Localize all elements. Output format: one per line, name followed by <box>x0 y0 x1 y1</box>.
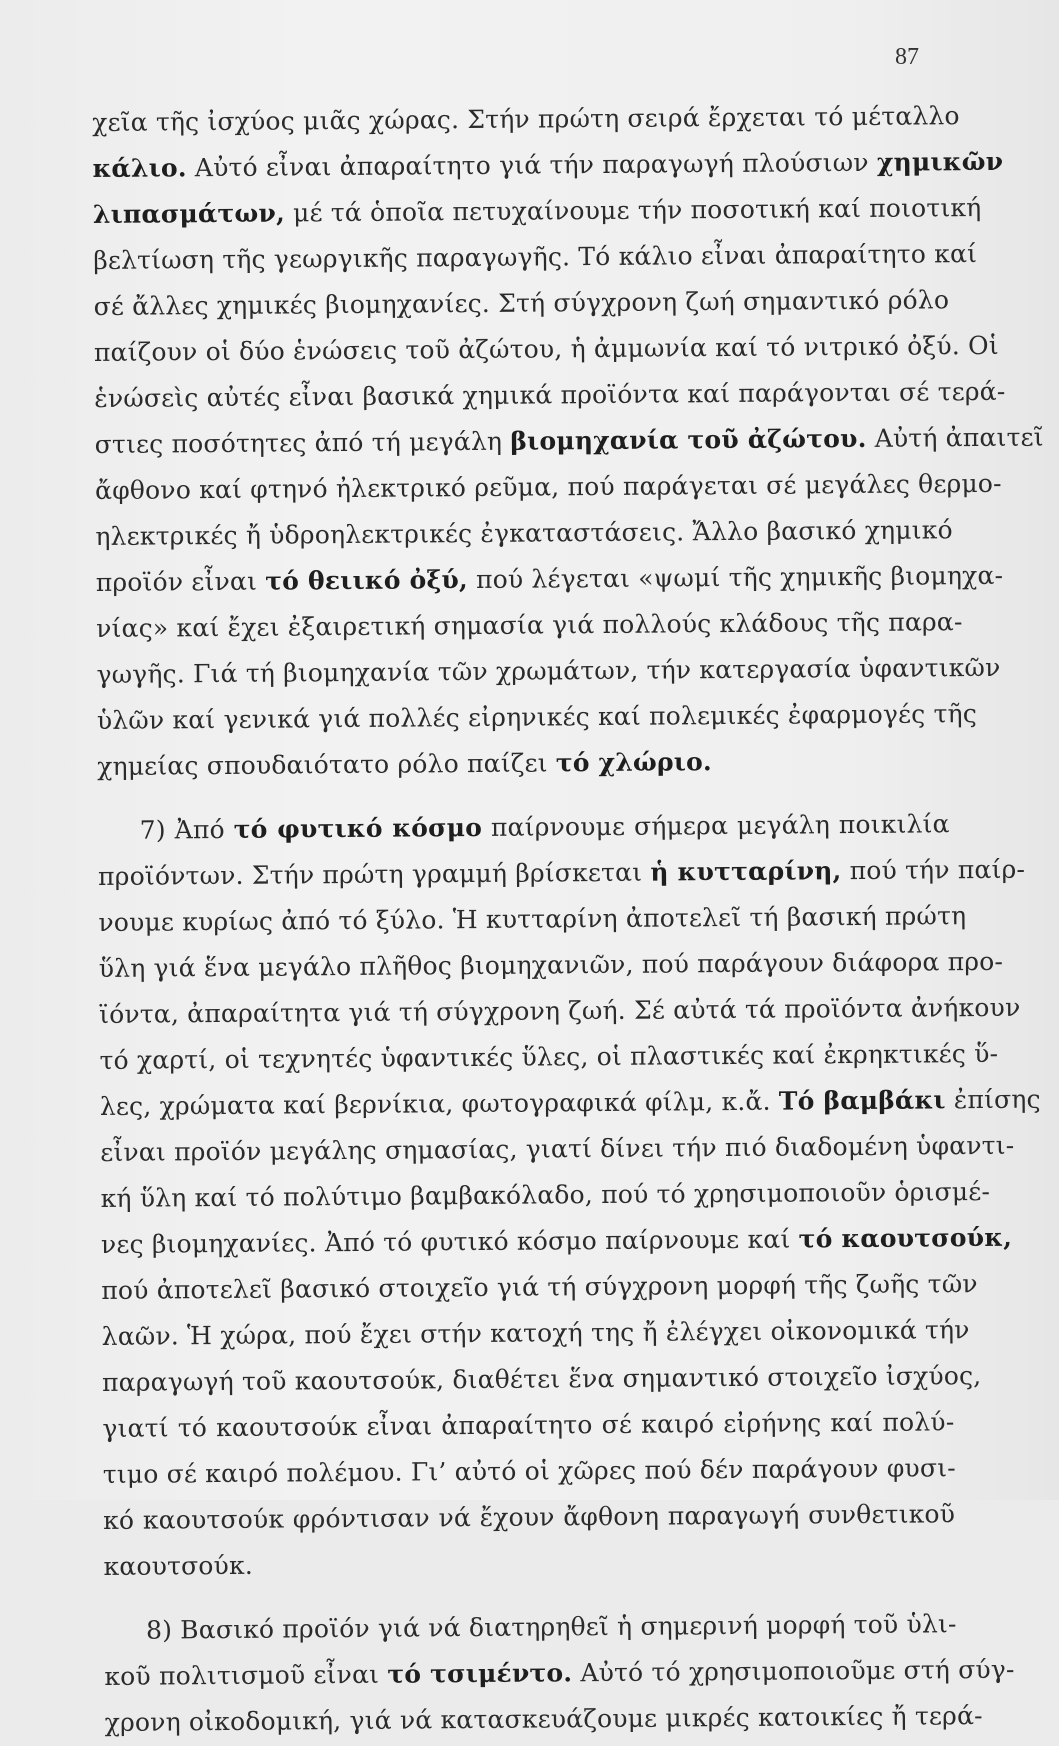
text-run: 8) Βασικό προϊόν γιά νά διατηρηθεῖ ἡ σημερινή μορφή τοῦ ὑλι- <box>145 1609 957 1645</box>
text-line <box>98 939 1004 992</box>
text-run: τό χαρτί, οἱ τεχνητές ὑφαντικές ὕλες, οἱ πλαστικές καί ἐκρηκτικές ὕ- <box>99 1038 999 1075</box>
text-run: εἶναι προϊόν μεγάλης σημασίας, γιατί δίνει τήν πιό διαδομένη ὑφαντι- <box>100 1130 1015 1167</box>
text-line <box>104 1647 1015 1700</box>
text-run: κοῦ πολιτισμοῦ εἶναι <box>104 1659 388 1691</box>
text-run: παίρνουμε σήμερα μεγάλη ποικιλία <box>481 809 950 842</box>
bold-term: ἡ κυτταρίνη, <box>650 856 842 887</box>
text-run: 7) Ἀπό <box>139 814 234 845</box>
text-run: Αὐτό τό χρησιμοποιοῦμε στή σύγ- <box>572 1654 1015 1688</box>
text-run: παραγωγή τοῦ καουτσούκ, διαθέτει ἕνα σημαντικό στοιχεῖο ἰσχύος, <box>101 1361 982 1397</box>
text-line <box>100 1123 1015 1176</box>
text-run: τιμο σέ καιρό πολέμου. Γι’ αὐτό οἱ χῶρες πού δέν παράγουν φυσι- <box>102 1453 956 1489</box>
text-run: νουμε κυρίως ἀπό τό ξύλο. Ἡ κυτταρίνη ἀποτελεῖ τή βασική πρώτη <box>98 901 967 937</box>
text-run: κή ὕλη καί τό πολύτιμο βαμβακόλαδο, πού τό χρησιμοποιοῦν ὁρισμέ- <box>100 1176 991 1213</box>
text-line <box>96 599 963 652</box>
bold-term: τό χλώριο. <box>555 747 713 778</box>
text-run: ηλεκτρικές ἤ ὑδροηλεκτρικές ἐγκαταστάσεις. Ἄλλο βασικό χημικό <box>95 515 953 551</box>
bold-term: λιπασμάτων, <box>92 198 286 229</box>
bold-term: τό καουτσούκ, <box>798 1222 1013 1254</box>
bold-term: τό θειικό ὀξύ, <box>265 565 468 596</box>
text-line <box>95 553 1004 606</box>
text-line <box>94 461 1002 514</box>
bold-term: τό φυτικό κόσμο <box>233 812 483 844</box>
body-text <box>92 93 1044 1746</box>
text-line <box>100 1215 1013 1268</box>
paragraph <box>97 801 1041 1590</box>
text-run: ὕλη γιά ἕνα μεγάλο πλῆθος βιομηχανιῶν, πού παράγουν διάφορα προ- <box>98 946 1004 983</box>
bold-term: τό τσιμέντο. <box>387 1658 573 1689</box>
text-line <box>101 1307 970 1360</box>
paragraph <box>104 1601 1015 1746</box>
text-line <box>95 507 953 560</box>
text-run: γιατί τό καουτσούκ εἶναι ἀπαραίτητο σέ καιρό εἰρήνης καί πολύ- <box>102 1407 955 1443</box>
text-run: προϊόντων. Στήν πρώτη γραμμή βρίσκεται <box>97 857 651 891</box>
text-run: καουτσούκ. <box>103 1550 254 1581</box>
text-line <box>99 1077 1041 1130</box>
text-run: ὑλῶν καί γενικά γιά πολλές εἰρηνικές καί πολεμικές ἐφαρμογές τῆς <box>96 699 978 735</box>
text-run: στιες ποσότητες ἀπό τή μεγάλη <box>94 426 511 459</box>
text-line <box>93 277 950 330</box>
text-line <box>92 185 982 238</box>
text-line <box>98 801 950 854</box>
text-run: Αὐτή ἀπαιτεῖ <box>866 422 1044 453</box>
text-line <box>104 1601 956 1654</box>
text-run: πού τήν παίρ- <box>841 854 1026 886</box>
text-line <box>98 893 967 946</box>
text-run: ϊόντα, ἀπαραίτητα γιά τή σύγχρονη ζωή. Σέ αὐτά τά προϊόντα ἀνήκουν <box>99 992 1021 1029</box>
text-run: πού ἀποτελεῖ βασικό στοιχεῖο γιά τή σύγχρονη μορφή τῆς ζωῆς τῶν <box>101 1269 978 1305</box>
text-run: χρονη οἰκοδομική, γιά νά κατασκευάζουμε μικρές κατοικίες ἤ τερά- <box>104 1701 983 1737</box>
bold-term: χημικῶν <box>876 146 1004 177</box>
text-line <box>101 1353 982 1406</box>
text-run: νες βιομηχανίες. Ἀπό τό φυτικό κόσμο παίρνουμε καί <box>100 1224 799 1259</box>
text-line <box>103 1445 955 1498</box>
text-run: λες, χρώματα καί βερνίκια, φωτογραφικά φίλμ, κ.ἄ. <box>99 1086 779 1121</box>
text-run: πού λέγεται «ψωμί τῆς χημικῆς βιομηχα- <box>467 560 1004 595</box>
text-run: βελτίωση τῆς γεωργικῆς παραγωγῆς. Τό κάλιο εἶναι ἀπαραίτητο καί <box>93 239 978 275</box>
text-line <box>99 985 1021 1038</box>
text-line <box>93 231 978 284</box>
text-line <box>103 1491 955 1544</box>
text-line <box>97 737 949 790</box>
text-run: χεῖα τῆς ἰσχύος μιᾶς χώρας. Στήν πρώτη σειρά ἔρχεται τό μέταλλο <box>92 101 960 137</box>
text-run: ἑνώσεὶς αὐτές εἶναι βασικά χημικά προϊόντα καί παράγονται σέ τερά- <box>94 376 1006 413</box>
text-run: παίζουν οἱ δύο ἑνώσεις τοῦ ἀζώτου, ἡ ἀμμωνία καί τό νιτρικό ὀξύ. Οἱ <box>93 330 999 367</box>
text-line <box>94 415 1044 468</box>
text-run: προϊόν εἶναι <box>95 566 266 597</box>
text-run: σέ ἄλλες χημικές βιομηχανίες. Στή σύγχρονη ζωή σημαντικό ρόλο <box>93 285 950 321</box>
text-line <box>94 369 1006 422</box>
bold-term: κάλιο. <box>92 153 187 183</box>
text-line <box>93 323 999 376</box>
text-run: ἄφθονο καί φτηνό ἠλεκτρικό ρεῦμα, πού παράγεται σέ μεγάλες θερμο- <box>94 468 1002 505</box>
text-line <box>96 691 978 744</box>
text-run: Αὐτό εἶναι ἀπαραίτητο γιά τήν παραγωγή πλούσιων <box>186 147 877 183</box>
text-line <box>92 139 1004 192</box>
text-line <box>92 93 960 146</box>
bold-term: βιομηχανία τοῦ ἀζώτου. <box>510 423 867 456</box>
text-run: κό καουτσούκ φρόντισαν νά ἔχουν ἄφθονη παραγωγή συνθετικοῦ <box>103 1499 956 1535</box>
text-run: ἐπίσης <box>945 1084 1041 1115</box>
text-run: νίας» καί ἔχει ἐξαιρετική σημασία γιά πολλούς κλάδους τῆς παρα- <box>96 607 963 643</box>
text-line <box>102 1399 954 1452</box>
paragraph <box>92 93 1044 790</box>
bold-term: Τό βαμβάκι <box>778 1085 946 1116</box>
text-line <box>97 847 1026 900</box>
text-line <box>96 645 1001 698</box>
text-run: χημείας σπουδαιότατο ρόλο παίζει <box>97 748 556 781</box>
text-line <box>101 1261 978 1314</box>
text-line <box>99 1031 999 1084</box>
text-line <box>104 1693 983 1746</box>
text-line <box>100 1169 991 1222</box>
page-number: 87 <box>895 44 919 70</box>
text-run: μέ τά ὁποῖα πετυχαίνουμε τήν ποσοτική καί ποιοτική <box>284 193 982 228</box>
text-line <box>103 1537 955 1590</box>
text-run: γωγῆς. Γιά τή βιομηχανία τῶν χρωμάτων, τήν κατεργασία ὑφαντικῶν <box>96 652 1001 689</box>
text-run: λαῶν. Ἡ χώρα, πού ἔχει στήν κατοχή της ἤ ἐλέγχει οἰκονομικά τήν <box>101 1315 970 1351</box>
